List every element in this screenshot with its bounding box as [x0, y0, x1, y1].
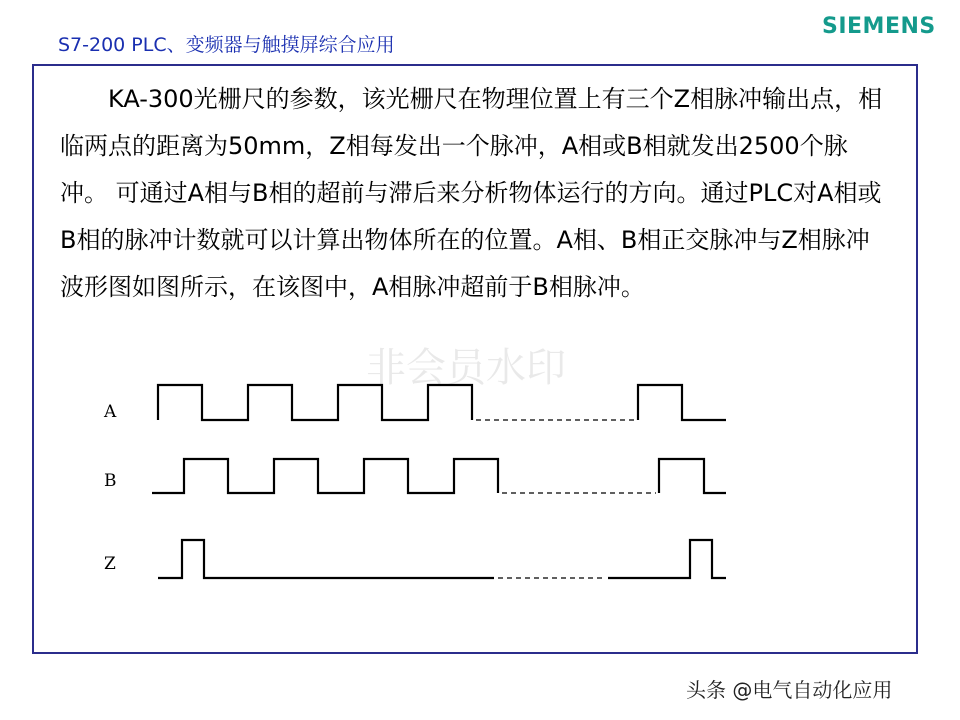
waveform-b-signal	[152, 459, 498, 493]
page-title: S7-200 PLC、变频器与触摸屏综合应用	[58, 34, 395, 56]
waveform-z-signal	[158, 540, 494, 578]
waveform-b-tail	[659, 459, 726, 493]
waveform-a-tail	[638, 385, 726, 420]
watermark-text: 非会员水印	[366, 345, 566, 391]
waveform-label-z: Z	[104, 554, 116, 574]
waveform-z-tail	[608, 540, 726, 578]
waveform-a-signal	[158, 385, 472, 420]
waveform-label-b: B	[104, 471, 117, 491]
source-credit: 头条 @电气自动化应用	[686, 678, 893, 702]
waveform-label-a: A	[104, 402, 117, 422]
siemens-logo: SIEMENS	[822, 14, 936, 39]
description-paragraph: KA-300光栅尺的参数，该光栅尺在物理位置上有三个Z相脉冲输出点，相临两点的距离为50mm，Z相每发出一个脉冲，A相或B相就发出2500个脉冲。 可通过A相与B相的超前与滞后来分析物体运行的方向。通过PLC对A相或B相的脉冲计数就可以计算出物体所在的位置。A相、B相正交脉冲与Z相脉冲波形图如图所示，在该图中，A相脉冲超前于B相脉冲。	[60, 85, 883, 301]
